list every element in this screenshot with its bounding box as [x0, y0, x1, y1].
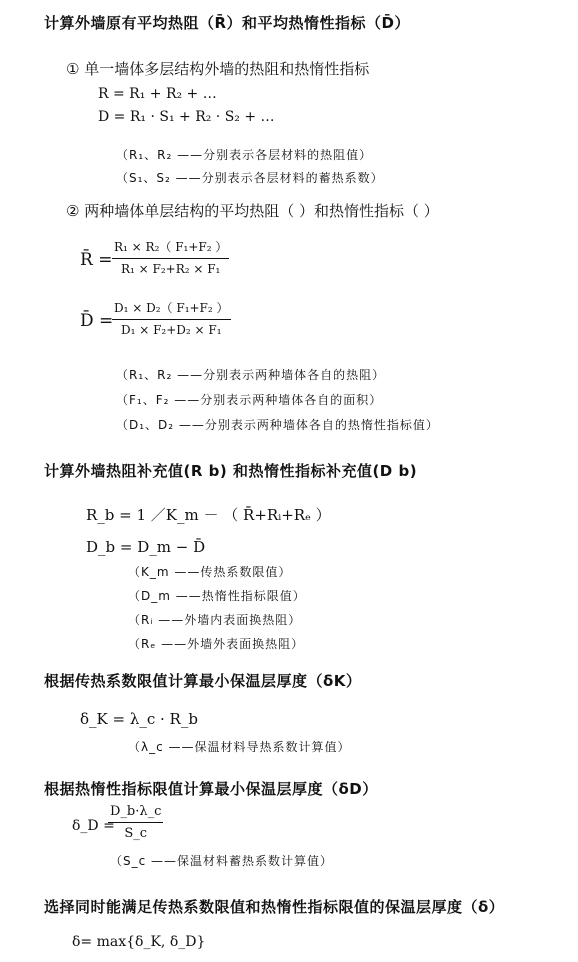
fraction-d-numerator: D₁ × D₂（ F₁+F₂ ）	[114, 301, 229, 315]
heading-supplement-values: 计算外墙热阻补充值(R b) 和热惰性指标补充值(D b)	[44, 462, 418, 480]
item2-title: ② 两种墙体单层结构的平均热阻（ ）和热惰性指标（ ）	[66, 202, 439, 220]
fraction-d-bar	[112, 319, 231, 320]
note-ri: （Rᵢ ——外墙内表面换热阻）	[128, 613, 302, 627]
fraction-delta-d-numerator: D_b·λ_c	[110, 804, 162, 819]
fraction-d-denominator: D₁ × F₂+D₂ × F₁	[120, 323, 222, 337]
frac-d-lhs: D̄ =	[80, 311, 114, 331]
heading-min-thickness-d: 根据热惰性指标限值计算最小保温层厚度（δD）	[44, 780, 378, 798]
heading-average-resistance: 计算外墙原有平均热阻（R̄）和平均热惰性指标（D̄）	[44, 14, 411, 32]
formula-delta-max: δ= max{δ_K, δ_D}	[72, 934, 206, 950]
note-d1-d2-walls: （D₁、D₂ ——分别表示两种墙体各自的热惰性指标值）	[116, 418, 439, 432]
heading-min-thickness-k: 根据传热系数限值计算最小保温层厚度（δK）	[44, 672, 362, 690]
note-re: （Rₑ ——外墙外表面换热阻）	[128, 637, 305, 651]
note-r1-r2-layers: （R₁、R₂ ——分别表示各层材料的热阻值）	[116, 148, 373, 162]
fraction-r-average	[112, 238, 229, 276]
fraction-d-average	[112, 299, 231, 337]
formula-delta-k: δ_K = λ_c · R_b	[80, 710, 198, 728]
item1-title: ① 单一墙体多层结构外墙的热阻和热惰性指标	[66, 60, 370, 78]
note-r1-r2-walls: （R₁、R₂ ——分别表示两种墙体各自的热阻）	[116, 368, 386, 382]
heading-selected-thickness: 选择同时能满足传热系数限值和热惰性指标限值的保温层厚度（δ）	[44, 898, 505, 916]
note-s1-s2-layers: （S₁、S₂ ——分别表示各层材料的蓄热系数）	[116, 171, 384, 185]
fraction-delta-d	[108, 804, 163, 841]
note-lambda-c: （λ_c ——保温材料导热系数计算值）	[128, 740, 351, 754]
note-km: （K_m ——传热系数限值）	[128, 565, 292, 579]
fraction-delta-d-denominator: S_c	[124, 826, 148, 841]
frac-r-lhs: R̄ =	[80, 250, 113, 270]
frac-delta-d-lhs: δ_D =	[72, 818, 115, 834]
fraction-delta-d-bar	[108, 822, 163, 823]
formula-db: D_b = D_m − D̄	[86, 538, 206, 556]
formula-r-sum: R = R₁ + R₂ + …	[98, 86, 217, 102]
fraction-r-denominator: R₁ × F₂+R₂ × F₁	[120, 262, 221, 276]
formula-d-sum: D = R₁ · S₁ + R₂ · S₂ + …	[98, 109, 275, 125]
fraction-r-numerator: R₁ × R₂（ F₁+F₂ ）	[114, 240, 228, 254]
fraction-r-bar	[112, 258, 229, 259]
formula-rb: R_b = 1 ／K_m － （ R̄+Rᵢ+Rₑ ）	[86, 506, 331, 524]
note-dm: （D_m ——热惰性指标限值）	[128, 589, 306, 603]
note-sc: （S_c ——保温材料蓄热系数计算值）	[110, 854, 334, 868]
note-f1-f2-walls: （F₁、F₂ ——分别表示两种墙体各自的面积）	[116, 393, 383, 407]
